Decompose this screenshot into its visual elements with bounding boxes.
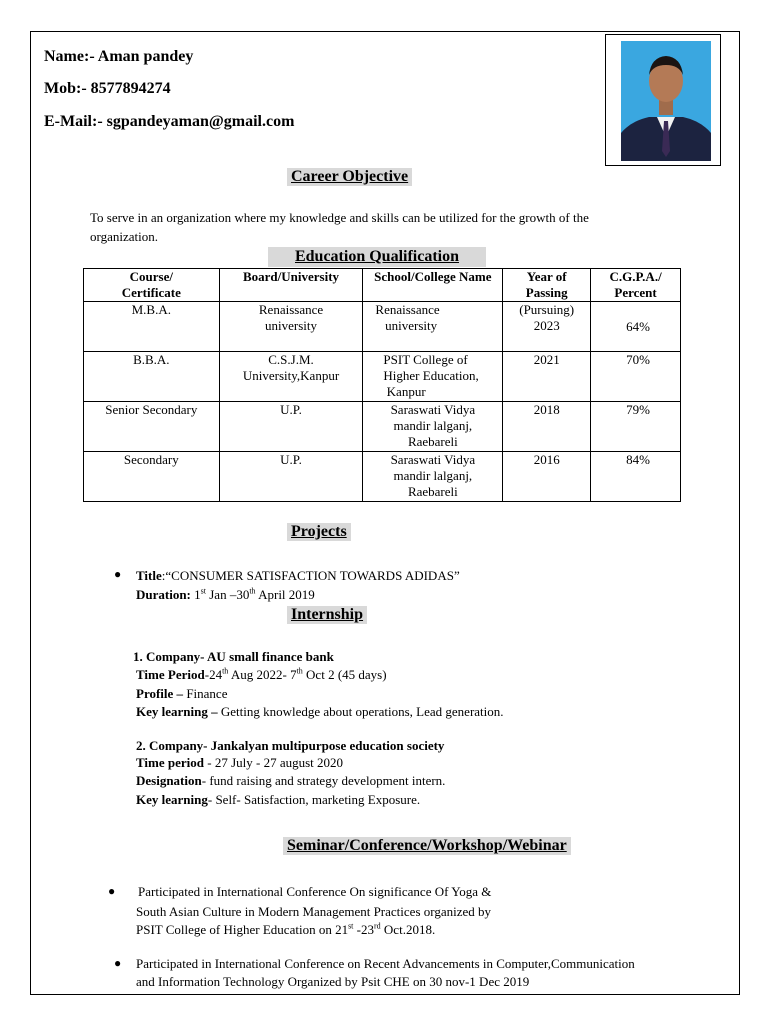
learning-label: Key learning xyxy=(136,792,208,807)
time-b-sup: th xyxy=(296,666,303,676)
cell-year: 2018 xyxy=(503,402,591,452)
line3-sup1: st xyxy=(348,921,354,931)
objective-line-2: organization. xyxy=(90,229,158,244)
col-board: Board/University xyxy=(219,269,363,302)
seminar-1-line-1: Participated in International Conference On significance Of Yoga & xyxy=(138,884,492,899)
line3-sup2: rd xyxy=(374,921,381,931)
cell-score: 70% xyxy=(591,352,681,402)
duration-end: April 2019 xyxy=(255,587,315,602)
cell-board: U.P. xyxy=(219,452,363,502)
name-line: Name:- Aman pandey xyxy=(44,48,194,65)
duration-start: 1 xyxy=(190,587,201,602)
internship-1-profile xyxy=(136,684,227,703)
col-school: School/College Name xyxy=(363,269,503,302)
project-title xyxy=(136,566,460,585)
cell-board: C.S.J.M. University,Kanpur xyxy=(219,352,363,402)
bullet-icon: ● xyxy=(114,567,122,581)
project-duration xyxy=(136,585,315,604)
duration-mid: Jan –30 xyxy=(205,587,250,602)
internship-2-company: 2. Company- Jankalyan multipurpose education society xyxy=(136,738,445,753)
time-label: Time period xyxy=(136,755,205,770)
mobile-line: Mob:- 8577894274 xyxy=(44,80,171,97)
time-value: - 27 July - 27 august 2020 xyxy=(204,755,344,770)
projects-heading: Projects xyxy=(287,523,351,541)
internship-2-time xyxy=(136,753,343,772)
education-heading-text: Education Qualification xyxy=(294,248,460,265)
duration-label: Duration: xyxy=(136,587,191,602)
cell-school: Saraswati Vidya mandir lalganj, Raebareli xyxy=(363,402,503,452)
objective-line-1: To serve in an organization where my knowledge and skills can be utilized for the growth of the xyxy=(90,210,589,225)
cell-course: M.B.A. xyxy=(84,302,220,352)
seminar-2-line-2: and Information Technology Organized by Psit CHE on 30 nov-1 Dec 2019 xyxy=(136,974,530,989)
bullet-icon: ● xyxy=(108,884,116,898)
cell-course: B.B.A. xyxy=(84,352,220,402)
designation-label: Designation xyxy=(136,773,202,788)
education-heading xyxy=(268,247,486,267)
table-row xyxy=(84,302,681,352)
col-year: Year of Passing xyxy=(503,269,591,302)
seminar-2-line-1: Participated in International Conference on Recent Advancements in Computer,Communication xyxy=(136,956,635,971)
profile-value: Finance xyxy=(183,686,228,701)
cell-board: U.P. xyxy=(219,402,363,452)
internship-1-time xyxy=(136,665,387,684)
project-title-value: :“CONSUMER SATISFACTION TOWARDS ADIDAS” xyxy=(161,568,460,583)
cell-year: (Pursuing) 2023 xyxy=(503,302,591,352)
time-c: Oct 2 (45 days) xyxy=(302,667,387,682)
email-line: E-Mail:- sgpandeyaman@gmail.com xyxy=(44,113,295,130)
career-objective-heading: Career Objective xyxy=(287,168,412,186)
profile-label: Profile – xyxy=(136,686,184,701)
learning-value: Getting knowledge about operations, Lead generation. xyxy=(217,704,504,719)
time-a-sup: th xyxy=(222,666,229,676)
time-label: Time Period xyxy=(136,667,205,682)
cell-school: Saraswati Vidya mandir lalganj, Raebareli xyxy=(363,452,503,502)
cell-course: Secondary xyxy=(84,452,220,502)
internship-2-learning xyxy=(136,790,420,809)
cell-year: 2016 xyxy=(503,452,591,502)
col-score: C.G.P.A./ Percent xyxy=(591,269,681,302)
time-b: Aug 2022- 7 xyxy=(228,667,297,682)
profile-photo xyxy=(621,41,711,161)
table-row xyxy=(84,352,681,402)
seminar-1-line-2: South Asian Culture in Modern Management Practices organized by xyxy=(136,904,492,919)
internship-1-learning xyxy=(136,702,504,721)
internship-2-designation xyxy=(136,771,445,790)
table-row xyxy=(84,402,681,452)
col-course: Course/ Certificate xyxy=(84,269,220,302)
seminar-heading: Seminar/Conference/Workshop/Webinar xyxy=(283,837,571,855)
internship-1-company: 1. Company- AU small finance bank xyxy=(133,649,334,664)
cell-board: Renaissance university xyxy=(219,302,363,352)
cell-school: PSIT College of Higher Education, Kanpur xyxy=(363,352,503,402)
time-a: -24 xyxy=(204,667,223,682)
cell-year: 2021 xyxy=(503,352,591,402)
table-row xyxy=(84,452,681,502)
cell-school: Renaissance university xyxy=(363,302,503,352)
photo-frame xyxy=(605,34,721,166)
duration-end-sup: th xyxy=(249,586,256,596)
seminar-1-line-3 xyxy=(136,920,435,939)
cell-score: 79% xyxy=(591,402,681,452)
cell-score: 64% xyxy=(591,302,681,352)
designation-value: - fund raising and strategy development intern. xyxy=(201,773,446,788)
learning-label: Key learning – xyxy=(136,704,218,719)
internship-heading: Internship xyxy=(287,606,367,624)
line3-b: -23 xyxy=(353,922,374,937)
cell-course: Senior Secondary xyxy=(84,402,220,452)
cell-score: 84% xyxy=(591,452,681,502)
project-title-label: Title xyxy=(136,568,162,583)
line3-a: PSIT College of Higher Education on 21 xyxy=(136,922,349,937)
education-table xyxy=(83,268,681,502)
table-header-row xyxy=(84,269,681,302)
bullet-icon: ● xyxy=(114,956,122,970)
duration-start-sup: st xyxy=(200,586,206,596)
learning-value: - Self- Satisfaction, marketing Exposure. xyxy=(207,792,421,807)
line3-c: Oct.2018. xyxy=(380,922,436,937)
